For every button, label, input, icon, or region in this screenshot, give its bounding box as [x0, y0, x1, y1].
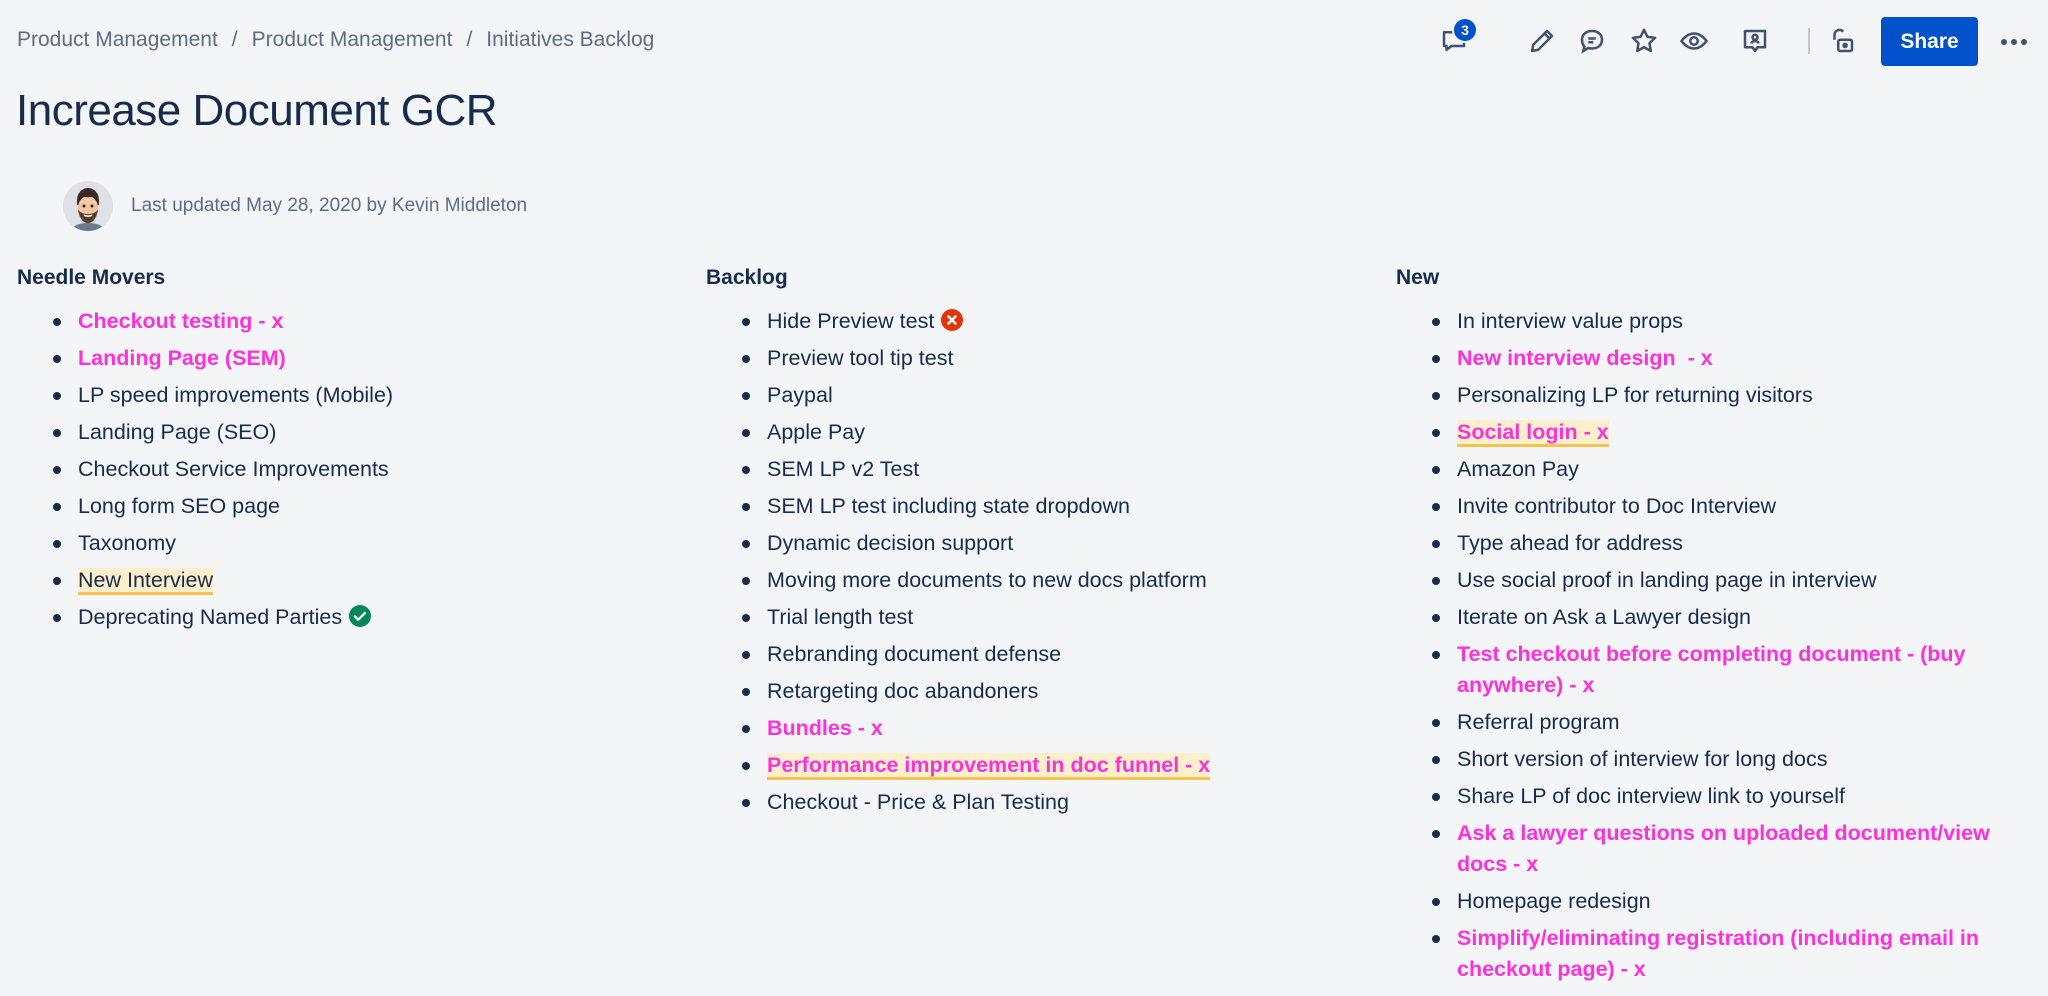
list-item: [17, 306, 657, 343]
list-item-text: Dynamic decision support: [767, 531, 1014, 555]
comments-count-badge: 3: [1454, 19, 1476, 41]
list-item: [706, 380, 1346, 417]
list-item: [1396, 602, 2036, 639]
cross-circle-icon: [940, 308, 964, 332]
list-item: [706, 787, 1346, 824]
list-item-text: Share LP of doc interview link to yourself: [1457, 784, 1845, 808]
list-item-text: Hide Preview test: [767, 309, 935, 333]
list-item: [1396, 380, 2036, 417]
star-icon: [1629, 26, 1659, 56]
list-item: [706, 750, 1346, 787]
list-item-text: Checkout Service Improvements: [78, 457, 389, 481]
column-heading: Backlog: [706, 266, 788, 289]
list-item-text: Amazon Pay: [1457, 457, 1579, 481]
more-actions-button[interactable]: [1992, 17, 2036, 66]
list-item: [706, 565, 1346, 602]
list-item-text: Type ahead for address: [1457, 531, 1683, 555]
list-item-text: Trial length test: [767, 605, 914, 629]
more-icon: [2001, 39, 2007, 45]
feedback-button[interactable]: [1733, 16, 1777, 66]
list-item: [1396, 565, 2036, 602]
list-item: [706, 454, 1346, 491]
list-item-text: SEM LP v2 Test: [767, 457, 920, 481]
list-item: [1396, 454, 2036, 491]
column-backlog: [706, 266, 1346, 824]
list-item-text: Homepage redesign: [1457, 889, 1651, 913]
last-updated-text: Last updated May 28, 2020 by Kevin Middleton: [131, 195, 528, 216]
item-list: [17, 306, 657, 639]
breadcrumb-item-space[interactable]: Product Management: [17, 28, 218, 51]
list-item: [17, 343, 657, 380]
page-byline: [63, 181, 527, 231]
list-item: [706, 343, 1346, 380]
list-item-text: Paypal: [767, 383, 833, 407]
list-item: [1396, 491, 2036, 528]
list-item-text: Checkout testing - x: [78, 309, 284, 333]
list-item: [17, 602, 657, 639]
restrictions-button[interactable]: [1820, 16, 1864, 66]
list-item: [1396, 343, 2036, 380]
list-item: [17, 380, 657, 417]
list-item-text: Iterate on Ask a Lawyer design: [1457, 605, 1752, 629]
breadcrumb-separator: /: [466, 28, 473, 51]
edit-icon: [1527, 26, 1557, 56]
breadcrumb-item-parent[interactable]: Product Management: [251, 28, 453, 51]
feedback-icon: [1740, 26, 1770, 56]
page-toolbar: [0, 16, 2048, 66]
list-item-text: Taxonomy: [78, 531, 176, 555]
list-item-text: Invite contributor to Doc Interview: [1457, 494, 1777, 518]
list-item: [17, 454, 657, 491]
list-item: [706, 417, 1346, 454]
list-item: [1396, 528, 2036, 565]
unlock-icon: [1827, 26, 1857, 56]
list-item-text: Short version of interview for long docs: [1457, 747, 1828, 771]
list-item-text: SEM LP test including state dropdown: [767, 494, 1130, 518]
highlighted-text[interactable]: Social login - x: [1457, 420, 1609, 447]
highlighted-text[interactable]: New Interview: [78, 568, 213, 595]
list-item: [1396, 818, 2036, 886]
highlighted-text[interactable]: Performance improvement in doc funnel - x: [767, 753, 1210, 780]
list-item: [1396, 639, 2036, 707]
list-item-text: Personalizing LP for returning visitors: [1457, 383, 1813, 407]
list-item: [17, 528, 657, 565]
list-item-text: Checkout - Price & Plan Testing: [767, 790, 1069, 814]
list-item: [706, 713, 1346, 750]
column-heading: New: [1396, 266, 1440, 289]
list-item-text: In interview value props: [1457, 309, 1683, 333]
page-title: Increase Document GCR: [16, 86, 498, 135]
column-new: [1396, 266, 2036, 991]
list-item: [1396, 781, 2036, 818]
list-item-text: Deprecating Named Parties: [78, 605, 343, 629]
list-item-text: Landing Page (SEM): [78, 346, 286, 370]
list-item: [1396, 306, 2036, 343]
list-item: [1396, 744, 2036, 781]
list-item-text: Test checkout before completing document - (buy anywhere) - x: [1457, 642, 1966, 697]
list-item: [706, 676, 1346, 713]
top-bar: [0, 0, 2048, 84]
list-item-text: Moving more documents to new docs platform: [767, 568, 1207, 592]
list-item-text: Retargeting doc abandoners: [767, 679, 1039, 703]
list-item-text: Referral program: [1457, 710, 1620, 734]
breadcrumb-item-current[interactable]: Initiatives Backlog: [486, 28, 655, 51]
check-circle-icon: [348, 604, 372, 628]
list-item: [706, 602, 1346, 639]
list-item-text: LP speed improvements (Mobile): [78, 383, 394, 407]
share-button[interactable]: Share: [1881, 17, 1978, 66]
breadcrumb-separator: /: [231, 28, 238, 51]
list-item: [1396, 923, 2036, 991]
list-item-text: Simplify/eliminating registration (including email in checkout page) - x: [1457, 926, 1980, 981]
list-item-text: Bundles - x: [767, 716, 883, 740]
list-item: [706, 491, 1346, 528]
list-item: [17, 565, 657, 602]
edit-button[interactable]: [1520, 16, 1564, 66]
list-item-text: Ask a lawyer questions on uploaded document/view docs - x: [1457, 821, 1990, 876]
item-list: [1396, 306, 2036, 991]
list-item-text: Use social proof in landing page in interview: [1457, 568, 1877, 592]
watch-button[interactable]: [1672, 16, 1716, 66]
avatar-image: [63, 181, 113, 231]
list-item: [706, 639, 1346, 676]
toolbar-divider: [1808, 28, 1810, 54]
list-item: [1396, 886, 2036, 923]
list-item: [706, 528, 1346, 565]
list-item-text: Rebranding document defense: [767, 642, 1062, 666]
list-item: [17, 417, 657, 454]
list-item-text: Landing Page (SEO): [78, 420, 277, 444]
list-item-text: Apple Pay: [767, 420, 866, 444]
list-item: [1396, 707, 2036, 744]
list-item-text: New interview design - x: [1457, 346, 1713, 370]
list-item: [706, 306, 1346, 343]
list-item: [1396, 417, 2036, 454]
inline-comment-icon: [1577, 26, 1607, 56]
comments-button[interactable]: [1432, 16, 1476, 66]
avatar[interactable]: [63, 181, 113, 231]
item-list: [706, 306, 1346, 824]
star-button[interactable]: [1622, 16, 1666, 66]
column-needle-movers: [17, 266, 657, 639]
inline-comments-button[interactable]: [1570, 16, 1614, 66]
column-heading: Needle Movers: [17, 266, 166, 289]
list-item-text: Long form SEO page: [78, 494, 280, 518]
list-item-text: Preview tool tip test: [767, 346, 954, 370]
watch-icon: [1679, 26, 1709, 56]
list-item: [17, 491, 657, 528]
